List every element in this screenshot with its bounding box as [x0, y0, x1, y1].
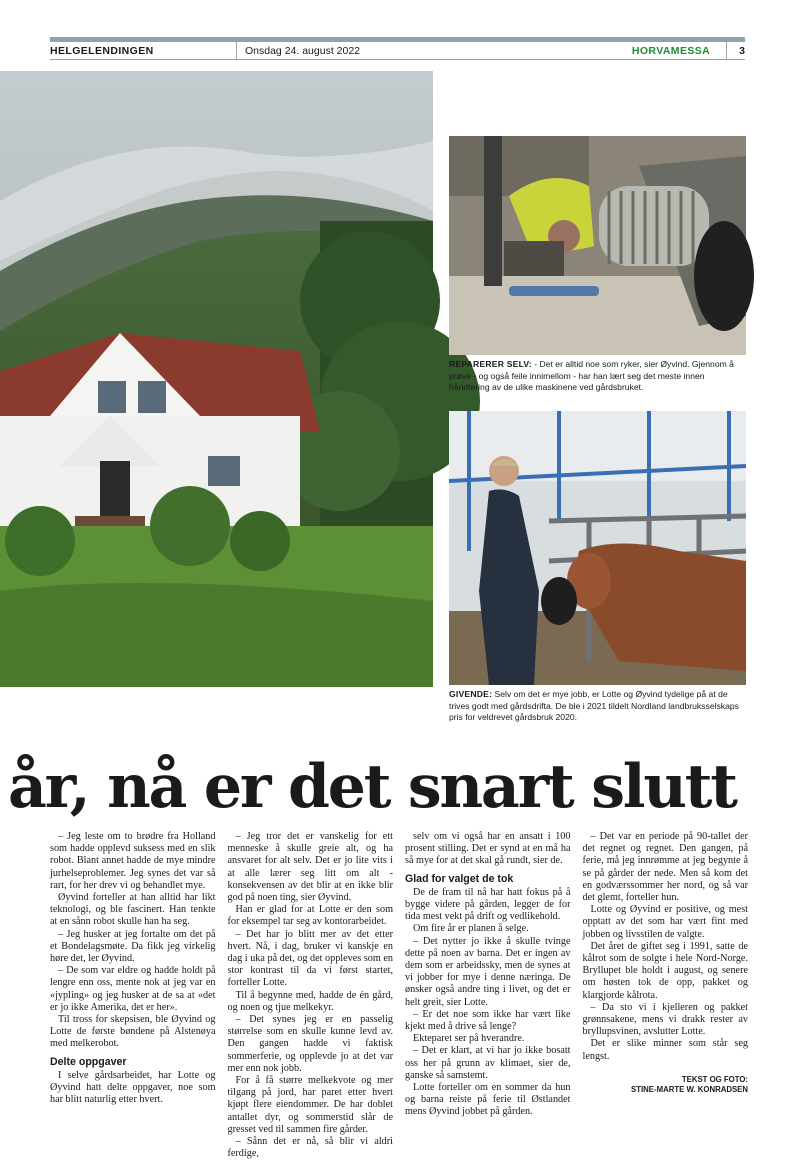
paragraph: Lotte forteller om en sommer da hun og barna reiste på ferie til Østlandet mens Øyvind jobbet på gården.	[405, 1082, 571, 1118]
headline: år, nå er det snart slutt	[8, 752, 736, 822]
caption-text: Selv om det er mye jobb, er Lotte og Øyvind tydelige på at de trives godt med gårdsdrifta. De ble i 2021 tildelt Nordland landbruksselskaps pris for veldrevet gårdsbruk 2020.	[449, 689, 739, 723]
byline-label: TEKST OG FOTO:	[681, 1074, 748, 1084]
paragraph: Om fire år er planen å selge.	[413, 923, 529, 935]
article-column-4	[583, 831, 749, 1160]
article-column-2	[228, 831, 394, 1160]
paragraph: Øyvind forteller at han alltid har likt teknologi, og ble fascinert. Han tenkte at en sånn robot skulle han ha seg.	[50, 892, 216, 928]
paragraph: – De som var eldre og hadde holdt på lengre enn oss, mente nok at jeg var en «jypling» og jeg husker at de sa at «det er jo ikke Amerika, det er her».	[50, 965, 216, 1013]
paragraph: – Det har jo blitt mer av det etter hvert. Nå, i dag, bruker vi kanskje en dag i uka på det, og det oppleves som en stor kontrast til da vi først startet, forteller Lotte.	[227, 928, 393, 989]
paragraph: – Det er klart, at vi har jo ikke bosatt oss her på grunn av klimaet, sier de, ganske så samstemt.	[405, 1045, 571, 1081]
byline	[583, 1075, 749, 1095]
paragraph: Han er glad for at Lotte er den som for eksempel tar seg av kontorarbeidet.	[227, 904, 393, 928]
paragraph: Til tross for skepsisen, ble Øyvind og Lotte de første bøndene på Alstenøya med melkerobot.	[50, 1014, 216, 1050]
paragraph: Lotte og Øyvind er positive, og mest opptatt av det som har vært fint med jobben og livsstilen de valgte.	[582, 904, 748, 940]
mechanic-caption	[449, 359, 746, 394]
paragraph: Det året de giftet seg i 1991, satte de kålrot som de solgte i hele Nord-Norge. Bryllupet ble holdt i august, og senere om høsten tok de opp, pakket og klargjorde kålrota.	[582, 940, 748, 1001]
subheading: Delte oppgaver	[50, 1055, 127, 1068]
article-body	[50, 831, 748, 1160]
paragraph: – Det synes jeg er en passelig størrelse som en skulle kunne levd av. Den gangen hadde vi faktisk sommerferie, og opplevde jo at det var mer enn nok jobb.	[227, 1014, 393, 1074]
paragraph: Det er slike minner som står seg lengst.	[582, 1038, 748, 1062]
paragraph: Til å begynne med, hadde de én gård, og noen og tjue melkekyr.	[227, 989, 393, 1013]
byline-name: STINE-MARTE W. KONRADSEN	[631, 1084, 748, 1094]
caption-label: GIVENDE:	[449, 689, 493, 699]
paragraph: – Sånn det er nå, så blir vi aldri ferdige,	[227, 1136, 393, 1160]
paragraph: – Jeg husker at jeg fortalte om det på et Bondelagsmøte. Da fikk jeg virkelig høre det, ler Øyvind.	[50, 928, 216, 965]
paragraph: – Jeg leste om to brødre fra Holland som hadde opplevd suksess med en slik robot. Blant annet hadde de mye mindre jurhelseproblemer. Jeg synes det var så rart, for her drev vi og behandlet mye.	[50, 831, 216, 891]
paragraph: selv om vi også har en ansatt i 100 prosent stilling. Det er synd at en må ha så mye for at det skal gå rundt, sier de.	[405, 831, 571, 867]
subheading: Glad for valget de tok	[405, 872, 514, 885]
paragraph: I selve gårdsarbeidet, har Lotte og Øyvind hatt delte oppgaver, noe som har blitt naturlig etter hvert.	[50, 1069, 216, 1106]
farmhouse-photo	[0, 71, 433, 687]
section-name: HORVAMESSA	[631, 44, 711, 57]
mechanic-photo	[449, 136, 746, 355]
paragraph: – Det nytter jo ikke å skulle tvinge dette på noen av barna. Det er ingen av dem som er arbeidssky, men de synes at vi jobber for mye i denne næringa. De ønsker også andre ting i livet, og det er helt greit, sier Lotte.	[405, 935, 571, 1008]
paragraph: – Er det noe som ikke har vært like kjekt med å drive så lenge?	[405, 1008, 571, 1033]
page-header	[50, 42, 745, 60]
paragraph: Ekteparet ser på hverandre.	[413, 1033, 525, 1045]
publication-name: HELGELENDINGEN	[50, 44, 154, 57]
paragraph: For å få større melkekvote og mer tilgang på jord, har paret etter hvert kjøpt flere eiendommer. De har doblet antallet dyr, og sommerstid slår de gresset ved til sammen fire gårder.	[227, 1075, 393, 1135]
paragraph: – Da sto vi i kjelleren og pakket grønnsakene, mens vi drakk rester av bryllupsvinen, avslutter Lotte.	[582, 1001, 748, 1038]
page-number: 3	[726, 42, 745, 59]
cow-photo	[449, 411, 746, 685]
caption-label: REPARERER SELV:	[449, 359, 532, 369]
article-column-3	[405, 831, 571, 1160]
caption-text: - Det er alltid noe som ryker, sier Øyvind. Gjennom å prøve - og også feile innimellom - har han lært seg det meste innen håndtering av de ulike maskinene ved gårdsbruket.	[449, 359, 734, 393]
paragraph: – Det var en periode på 90-tallet der det regnet og regnet. Den gangen, på ferie, må jeg innrømme at jeg begynte å se på gårder der nede. Men så kom det en godværssommer her nord, og så var det glemt, forteller hun.	[582, 831, 748, 904]
paragraph: – Jeg tror det er vanskelig for ett menneske å skulle greie alt, og ha ansvaret for alt selv. Det er jo lite vits i at alle lærer seg litt om alt - konsekvensen av det blir at en ikke blir god på noen ting, sier Øyvind.	[227, 831, 393, 904]
article-column-1	[50, 831, 216, 1160]
paragraph: De de fram til nå har hatt fokus på å bygge videre på gården, legger de for tida mest vekt på drift og vedlikehold.	[405, 886, 571, 923]
cow-caption	[449, 689, 746, 724]
issue-date: Onsdag 24. august 2022	[236, 42, 632, 59]
